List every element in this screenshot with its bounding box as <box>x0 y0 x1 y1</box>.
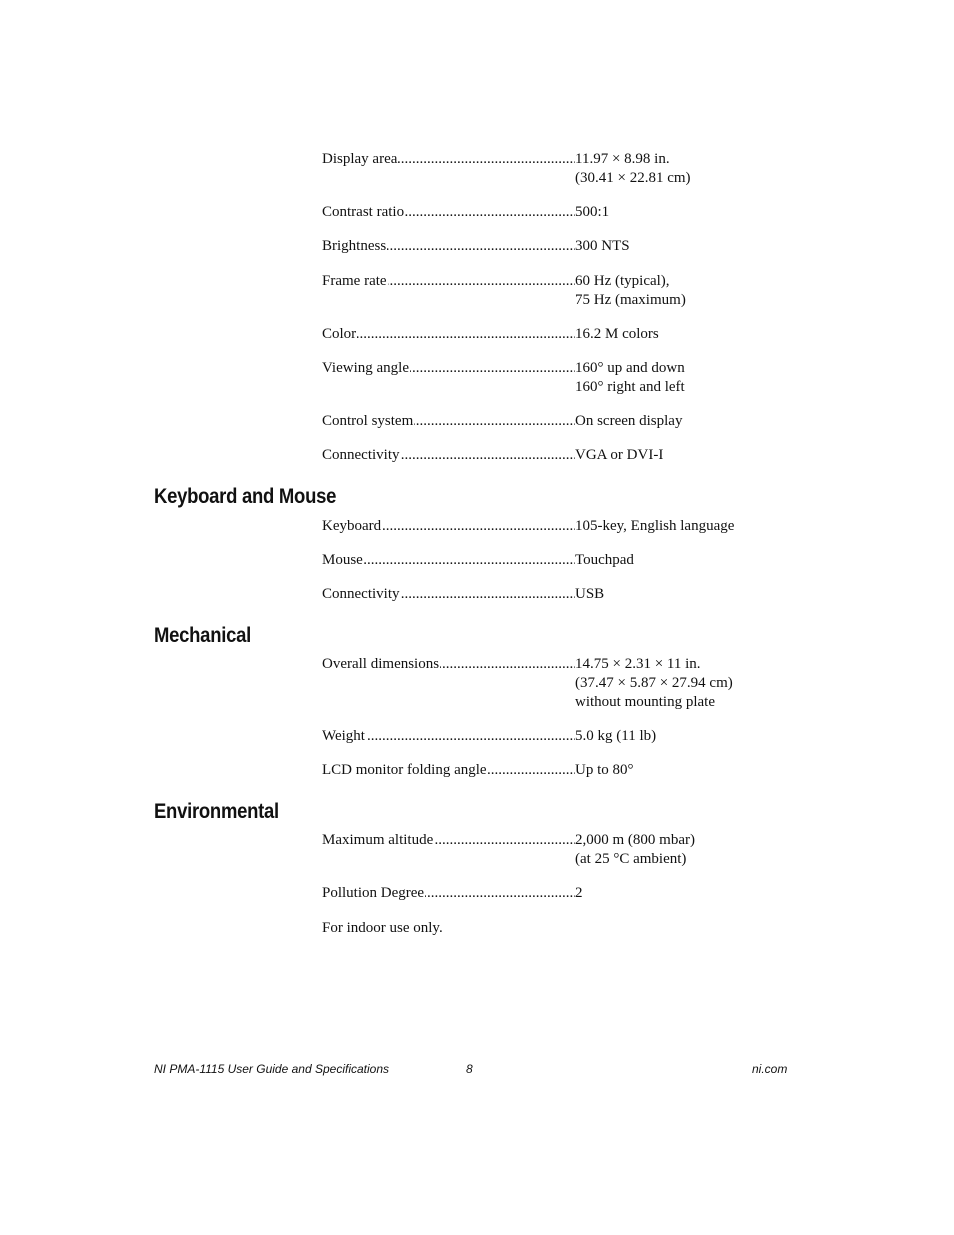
spec-control-system: Control system ..... On screen display <box>322 412 782 431</box>
heading-environmental: Environmental <box>154 800 279 823</box>
indoor-use-note: For indoor use only. <box>322 920 443 936</box>
spec-frame-rate: Frame rate ..... 60 Hz (typical), 75 Hz (maximum) <box>322 272 782 310</box>
footer-title: NI PMA-1115 User Guide and Specifications <box>154 1062 390 1076</box>
spec-viewing-angle: Viewing angle ..... 160° up and down 160° right and left <box>322 359 782 397</box>
spec-km-connectivity: Connectivity ..... USB <box>322 585 782 604</box>
spec-contrast-ratio: Contrast ratio ..... 500:1 <box>322 203 782 222</box>
spec-pollution-degree: Pollution Degree ..... 2 <box>322 884 782 903</box>
spec-display-area: Display area ..... 11.97 × 8.98 in. (30.41 × 22.81 cm) <box>322 150 782 188</box>
heading-keyboard-mouse: Keyboard and Mouse <box>154 485 337 508</box>
heading-mechanical: Mechanical <box>154 624 251 647</box>
spec-display-connectivity: Connectivity ..... VGA or DVI-I <box>322 446 782 465</box>
spec-keyboard: Keyboard ..... 105-key, English language <box>322 517 782 536</box>
spec-color: Color ..... 16.2 M colors <box>322 325 782 344</box>
spec-folding-angle: LCD monitor folding angle ..... Up to 80° <box>322 761 782 780</box>
spec-overall-dimensions: Overall dimensions ..... 14.75 × 2.31 × 11 in. (37.47 × 5.87 × 27.94 cm) without mounting plate <box>322 655 782 712</box>
footer-page-number: 8 <box>466 1062 473 1076</box>
footer-website: ni.com <box>752 1062 788 1076</box>
spec-mouse: Mouse ..... Touchpad <box>322 551 782 570</box>
spec-max-altitude: Maximum altitude ..... 2,000 m (800 mbar) (at 25 °C ambient) <box>322 831 782 869</box>
spec-weight: Weight ..... 5.0 kg (11 lb) <box>322 727 782 746</box>
spec-brightness: Brightness ..... 300 NTS <box>322 237 782 256</box>
